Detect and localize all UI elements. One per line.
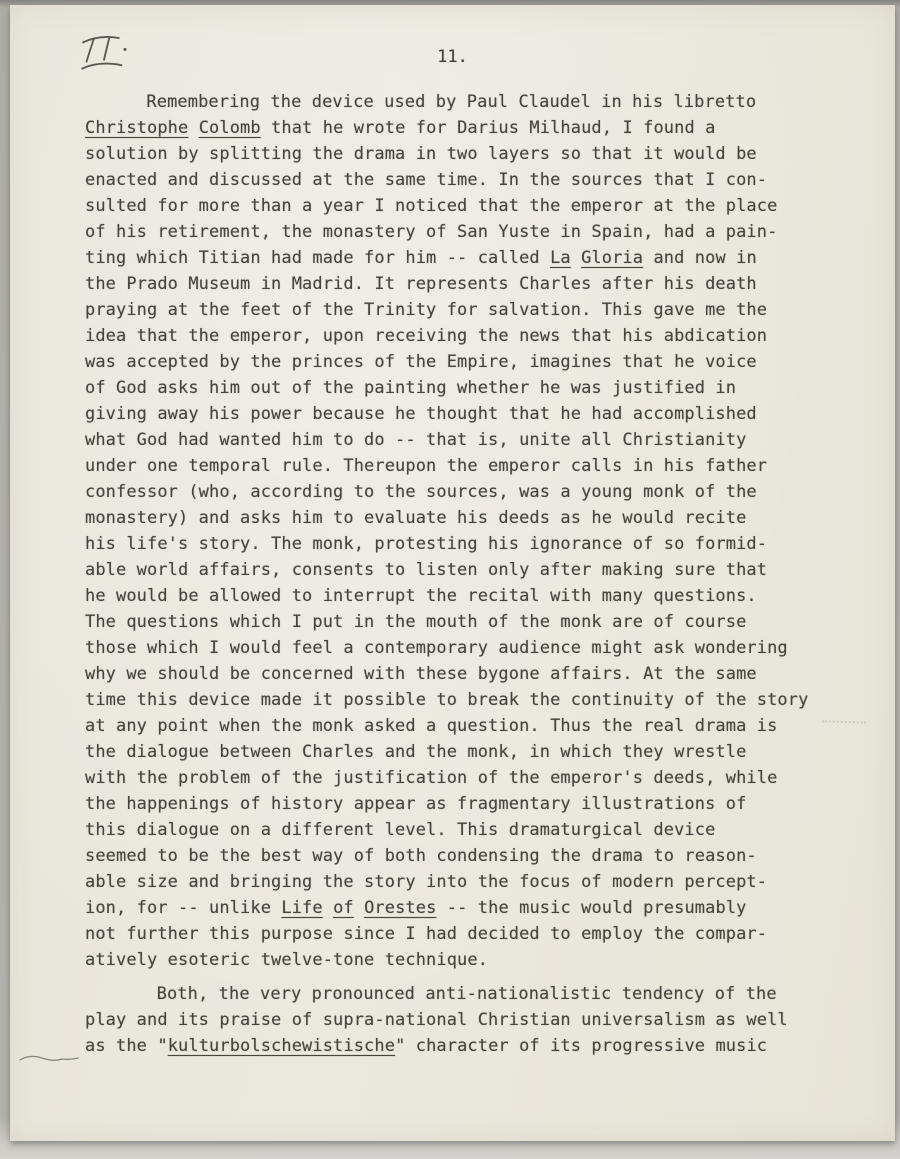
text-segment: of his retirement, the monastery of San Yuste in Spain, had a pain- — [85, 222, 778, 242]
text-line — [85, 895, 871, 921]
text-line — [85, 271, 871, 297]
text-line — [85, 427, 871, 453]
text-segment: -- the music would presumably — [436, 898, 747, 918]
text-line — [85, 115, 871, 141]
text-segment: enacted and discussed at the same time. In the sources that I con- — [85, 170, 768, 190]
text-segment: sulted for more than a year I noticed that the emperor at the place — [85, 196, 778, 216]
text-segment — [188, 118, 198, 138]
text-line — [85, 687, 871, 713]
text-line — [85, 323, 871, 349]
text-segment: The questions which I put in the mouth of the monk are of course — [85, 612, 747, 632]
underlined-title: Gloria — [581, 248, 644, 268]
text-line — [85, 375, 871, 401]
text-line — [85, 739, 871, 765]
text-line — [85, 193, 871, 219]
text-segment: able world affairs, consents to listen only after making sure that — [85, 560, 768, 580]
underlined-title: Christophe — [85, 118, 189, 138]
text-line — [85, 981, 871, 1007]
text-line — [85, 297, 871, 323]
underlined-title: Colomb — [198, 118, 261, 138]
text-segment: giving away his power because he thought that he had accomplished — [85, 404, 757, 424]
text-line — [85, 505, 871, 531]
text-segment: his life's story. The monk, protesting his ignorance of so formid- — [85, 534, 768, 554]
text-line — [85, 791, 871, 817]
underlined-title: of — [333, 898, 354, 918]
text-segment: idea that the emperor, upon receiving the news that his abdication — [85, 326, 768, 346]
paragraph — [85, 89, 871, 973]
text-segment: " character of its progressive music — [395, 1036, 768, 1056]
text-segment: under one temporal rule. Thereupon the emperor calls in his father — [85, 456, 768, 476]
text-segment: atively esoteric twelve-tone technique. — [85, 950, 489, 970]
text-segment: at any point when the monk asked a question. Thus the real drama is — [85, 716, 778, 736]
faint-smudge-mark — [822, 710, 866, 724]
text-line — [85, 557, 871, 583]
underlined-title: Orestes — [364, 898, 437, 918]
text-line — [85, 921, 871, 947]
text-segment — [354, 898, 364, 918]
text-segment: why we should be concerned with these bygone affairs. At the same — [85, 664, 757, 684]
text-segment: time this device made it possible to break the continuity of the story — [85, 690, 809, 710]
text-segment: Remembering the device used by Paul Claudel in his libretto — [146, 92, 757, 112]
page-number: 11. — [437, 47, 468, 67]
text-segment: confessor (who, according to the sources, was a young monk of the — [85, 482, 757, 502]
text-segment: ting which Titian had made for him -- called — [85, 248, 551, 268]
text-line — [85, 947, 871, 973]
text-line — [85, 167, 871, 193]
text-segment: solution by splitting the drama in two layers so that it would be — [85, 144, 757, 164]
typewritten-text — [85, 89, 871, 1059]
text-line — [85, 635, 871, 661]
text-segment — [323, 898, 333, 918]
text-line — [85, 583, 871, 609]
document-page — [10, 5, 895, 1141]
text-line — [85, 817, 871, 843]
text-segment: praying at the feet of the Trinity for salvation. This gave me the — [85, 300, 768, 320]
text-segment: with the problem of the justification of the emperor's deeds, while — [85, 768, 778, 788]
text-segment: this dialogue on a different level. This dramaturgical device — [85, 820, 716, 840]
text-segment: the happenings of history appear as fragmentary illustrations of — [85, 794, 747, 814]
text-line — [85, 245, 871, 271]
text-line — [85, 843, 871, 869]
text-segment: monastery) and asks him to evaluate his deeds as he would recite — [85, 508, 747, 528]
text-segment: what God had wanted him to do -- that is, unite all Christianity — [85, 430, 747, 450]
text-line — [85, 219, 871, 245]
text-line — [85, 869, 871, 895]
text-segment — [571, 248, 581, 268]
text-segment: play and its praise of supra-national Christian universalism as well — [85, 1010, 788, 1030]
underlined-title: La — [550, 248, 571, 268]
text-segment: the dialogue between Charles and the monk, in which they wrestle — [85, 742, 747, 762]
text-segment: and now in — [643, 248, 757, 268]
underlined-title: Life — [281, 898, 323, 918]
text-segment: that he wrote for Darius Milhaud, I found a — [260, 118, 716, 138]
paragraph — [85, 981, 871, 1059]
text-line — [85, 1007, 871, 1033]
text-segment: able size and bringing the story into the focus of modern percept- — [85, 872, 768, 892]
text-segment: he would be allowed to interrupt the recital with many questions. — [85, 586, 757, 606]
text-line — [85, 609, 871, 635]
text-line — [85, 765, 871, 791]
text-line — [85, 713, 871, 739]
text-line — [85, 453, 871, 479]
text-segment: of God asks him out of the painting whether he was justified in — [85, 378, 737, 398]
text-line — [85, 89, 871, 115]
text-segment: those which I would feel a contemporary audience might ask wondering — [85, 638, 788, 658]
text-line — [85, 479, 871, 505]
text-segment: seemed to be the best way of both condensing the drama to reason- — [85, 846, 757, 866]
text-segment: was accepted by the princes of the Empire, imagines that he voice — [85, 352, 757, 372]
text-segment: not further this purpose since I had decided to employ the compar- — [85, 924, 768, 944]
underlined-title: kulturbolschewistische — [167, 1036, 396, 1056]
text-segment: ion, for -- unlike — [85, 898, 282, 918]
text-line — [85, 1033, 871, 1059]
text-segment: as the " — [85, 1036, 168, 1056]
text-line — [85, 349, 871, 375]
text-line — [85, 401, 871, 427]
text-segment: the Prado Museum in Madrid. It represents Charles after his death — [85, 274, 757, 294]
pencil-squiggle-mark — [18, 1051, 80, 1067]
text-segment: Both, the very pronounced anti-nationalistic tendency of the — [156, 984, 777, 1004]
text-line — [85, 661, 871, 687]
text-line — [85, 531, 871, 557]
text-line — [85, 141, 871, 167]
